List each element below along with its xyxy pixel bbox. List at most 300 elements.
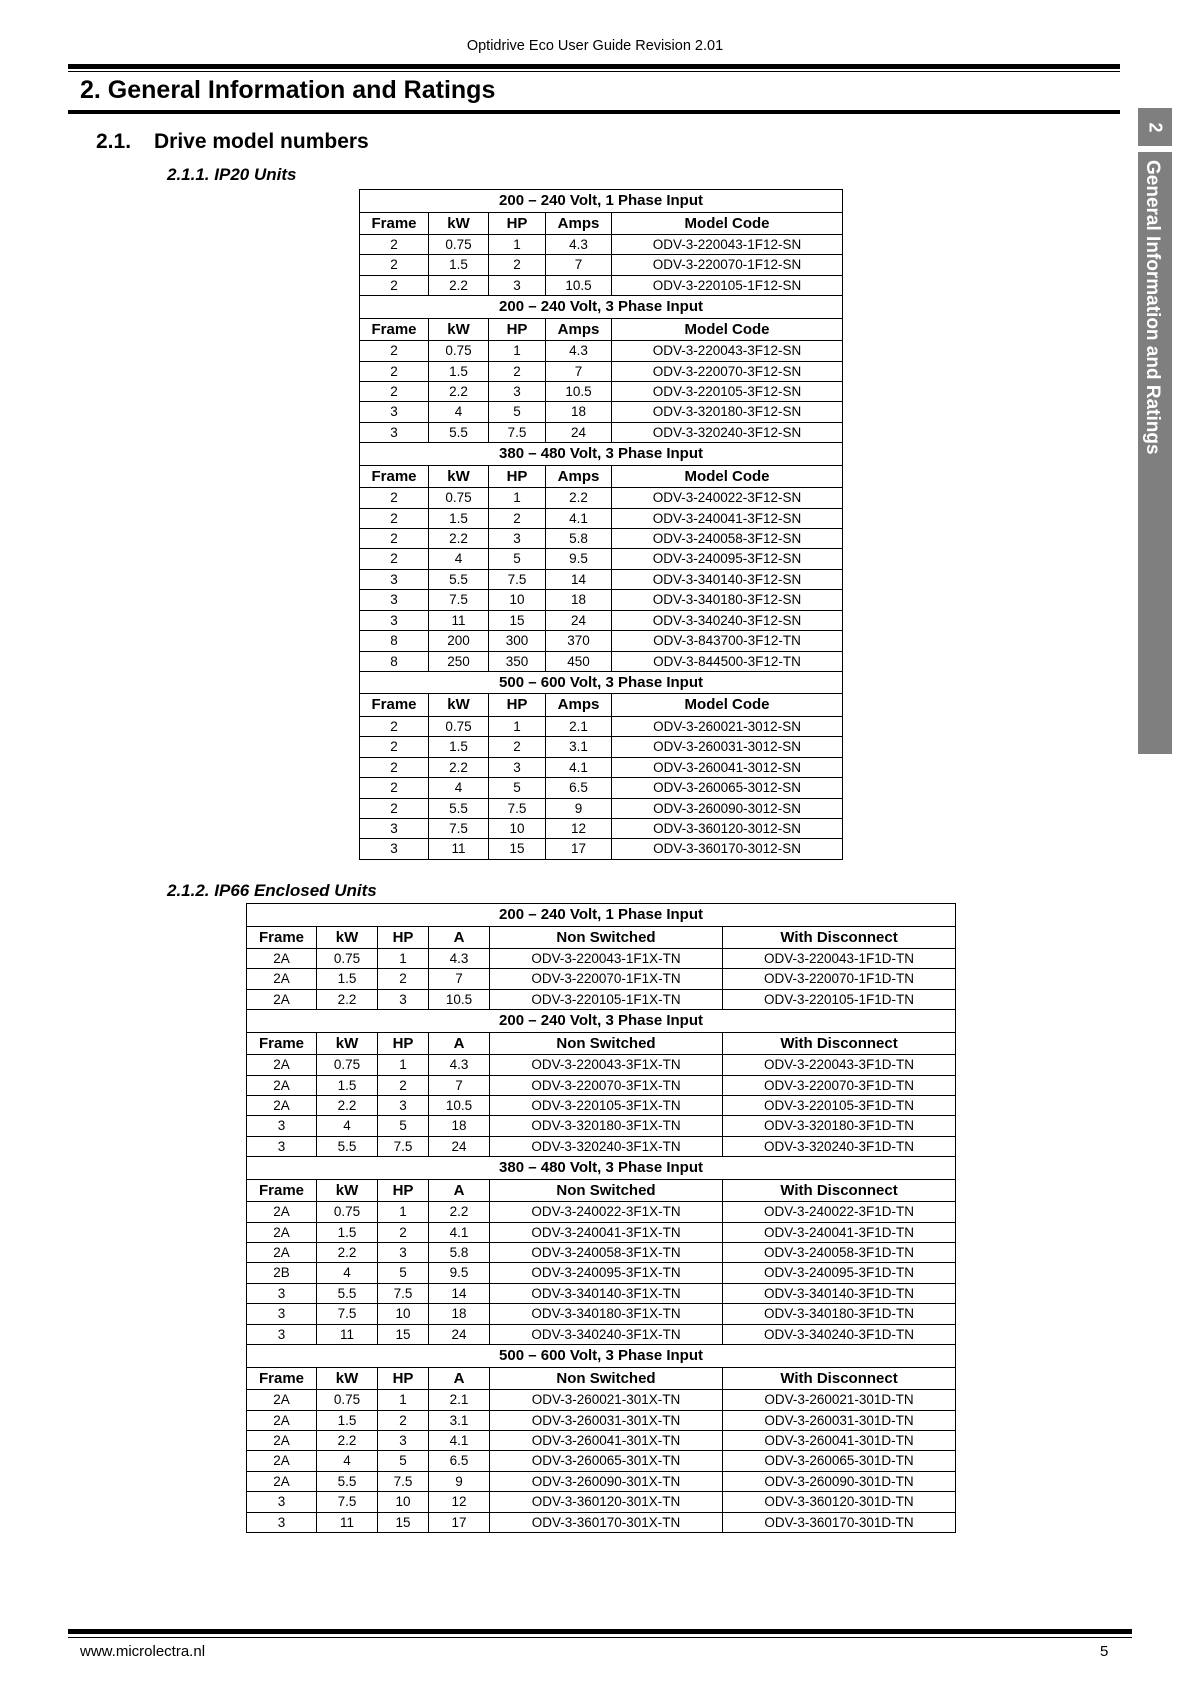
header-rule-thin [68, 71, 1120, 72]
table-cell: ODV-3-340240-3F1X-TN [490, 1324, 723, 1344]
column-header: kW [317, 1179, 378, 1202]
table-cell: ODV-3-260031-3012-SN [612, 737, 843, 757]
table-cell: 4.1 [429, 1430, 490, 1450]
footer-rule [68, 1629, 1132, 1634]
table-cell: 24 [546, 610, 612, 630]
column-header: Model Code [612, 212, 843, 235]
table-cell: 12 [546, 818, 612, 838]
table-cell: 7.5 [489, 422, 546, 442]
table-cell: 3 [360, 590, 429, 610]
table-cell: 4.3 [546, 341, 612, 361]
table-cell: ODV-3-240041-3F1D-TN [723, 1222, 956, 1242]
table-cell: 7.5 [489, 569, 546, 589]
table-cell: 10.5 [546, 382, 612, 402]
table-cell: 7.5 [378, 1471, 429, 1491]
table-row [247, 1430, 956, 1450]
column-header-row [360, 694, 843, 717]
column-header: kW [429, 212, 489, 235]
column-header: kW [317, 1367, 378, 1390]
column-header: Frame [360, 694, 429, 717]
table-cell: 4.3 [429, 949, 490, 969]
table-cell: ODV-3-320240-3F1D-TN [723, 1136, 956, 1156]
table-cell: 1 [378, 1055, 429, 1075]
table-cell: ODV-3-240022-3F1X-TN [490, 1202, 723, 1222]
table-cell: 7 [429, 1075, 490, 1095]
table-row [247, 989, 956, 1009]
table-cell: 2 [360, 549, 429, 569]
column-header: Frame [360, 212, 429, 235]
table-cell: ODV-3-220043-3F12-SN [612, 341, 843, 361]
table-row [247, 969, 956, 989]
table-cell: 3 [360, 610, 429, 630]
table-cell: ODV-3-240058-3F1X-TN [490, 1243, 723, 1263]
table-cell: 12 [429, 1492, 490, 1512]
table-cell: ODV-3-360170-301D-TN [723, 1512, 956, 1532]
column-header: With Disconnect [723, 1179, 956, 1202]
table-row [360, 341, 843, 361]
column-header: HP [378, 1367, 429, 1390]
table-cell: 24 [429, 1136, 490, 1156]
column-header-row [360, 212, 843, 235]
table-cell: 200 [429, 631, 489, 651]
table-row [360, 549, 843, 569]
table-cell: 3 [247, 1283, 317, 1303]
table-row [247, 1075, 956, 1095]
table-cell: 2B [247, 1263, 317, 1283]
running-header: Optidrive Eco User Guide Revision 2.01 [466, 38, 724, 54]
column-header: kW [317, 1032, 378, 1055]
column-header: Frame [247, 1367, 317, 1390]
subsection-number: 2.1. [96, 130, 132, 153]
column-header: kW [429, 318, 489, 341]
section-title-cell: 200 – 240 Volt, 3 Phase Input [247, 1010, 956, 1033]
table-row [360, 235, 843, 255]
table-row [360, 422, 843, 442]
table-cell: 7.5 [489, 798, 546, 818]
side-tab-number [1138, 110, 1172, 144]
table-cell: 5.5 [317, 1283, 378, 1303]
table-cell: 18 [546, 402, 612, 422]
table-cell: 2 [360, 757, 429, 777]
table-cell: 3 [489, 529, 546, 549]
table-cell: ODV-3-220070-3F1X-TN [490, 1075, 723, 1095]
table-row [247, 1410, 956, 1430]
table-row [247, 1304, 956, 1324]
table-cell: 7.5 [378, 1283, 429, 1303]
column-header: HP [489, 465, 546, 488]
table-row [247, 1263, 956, 1283]
table-cell: 1 [378, 1202, 429, 1222]
table-row [247, 1471, 956, 1491]
table-cell: 1 [489, 341, 546, 361]
table-cell: 4 [317, 1451, 378, 1471]
column-header: Model Code [612, 318, 843, 341]
table-cell: 2A [247, 1243, 317, 1263]
table-cell: 0.75 [317, 1055, 378, 1075]
table-row [247, 1451, 956, 1471]
table-cell: ODV-3-240022-3F12-SN [612, 488, 843, 508]
table-cell: ODV-3-340240-3F12-SN [612, 610, 843, 630]
table-cell: 4 [317, 1263, 378, 1283]
table-cell: ODV-3-320180-3F12-SN [612, 402, 843, 422]
table-cell: 3 [489, 382, 546, 402]
table-cell: 7.5 [317, 1304, 378, 1324]
table-cell: 2 [360, 778, 429, 798]
table-cell: 350 [489, 651, 546, 671]
table-cell: ODV-3-340140-3F12-SN [612, 569, 843, 589]
table-cell: 2 [360, 361, 429, 381]
ip66-ratings-table [246, 903, 956, 1533]
table-cell: ODV-3-340180-3F12-SN [612, 590, 843, 610]
table-cell: 1.5 [429, 255, 489, 275]
table-row [360, 839, 843, 859]
table-row [360, 255, 843, 275]
table-cell: ODV-3-320240-3F1X-TN [490, 1136, 723, 1156]
side-tab-title-text: General Information and Ratings [1142, 160, 1163, 455]
column-header: Amps [546, 212, 612, 235]
column-header: A [429, 926, 490, 949]
table-cell: 5.5 [429, 422, 489, 442]
table-cell: 2 [489, 737, 546, 757]
table-cell: 7.5 [378, 1136, 429, 1156]
table-row [360, 631, 843, 651]
table-cell: 3 [378, 1096, 429, 1116]
table-cell: 1 [378, 1390, 429, 1410]
table-row [360, 757, 843, 777]
table-cell: 10.5 [429, 989, 490, 1009]
table-cell: 4 [429, 402, 489, 422]
column-header: Non Switched [490, 1367, 723, 1390]
table-cell: ODV-3-340180-3F1D-TN [723, 1304, 956, 1324]
table-cell: 14 [429, 1283, 490, 1303]
table-cell: 3 [360, 402, 429, 422]
table-cell: 2 [489, 255, 546, 275]
table-cell: ODV-3-240095-3F1D-TN [723, 1263, 956, 1283]
table-cell: 0.75 [317, 949, 378, 969]
table-cell: 24 [429, 1324, 490, 1344]
table-cell: ODV-3-260090-301X-TN [490, 1471, 723, 1491]
table-cell: ODV-3-220105-3F1D-TN [723, 1096, 956, 1116]
table-cell: ODV-3-340140-3F1X-TN [490, 1283, 723, 1303]
column-header: With Disconnect [723, 926, 956, 949]
column-header: HP [378, 1032, 429, 1055]
table-cell: 3 [360, 569, 429, 589]
table-cell: 14 [546, 569, 612, 589]
footer-rule-thin [68, 1637, 1132, 1638]
column-header: With Disconnect [723, 1367, 956, 1390]
ip20-ratings-table [359, 189, 843, 860]
table-cell: 10 [489, 818, 546, 838]
table-cell: ODV-3-260090-3012-SN [612, 798, 843, 818]
section-title-cell: 200 – 240 Volt, 1 Phase Input [247, 904, 956, 927]
section-title-cell: 500 – 600 Volt, 3 Phase Input [247, 1345, 956, 1368]
column-header: HP [489, 694, 546, 717]
table-cell: 11 [429, 839, 489, 859]
table-cell: 1 [489, 716, 546, 736]
table-cell: 2A [247, 949, 317, 969]
table-cell: 9.5 [429, 1263, 490, 1283]
table-cell: 300 [489, 631, 546, 651]
table-cell: 2A [247, 1055, 317, 1075]
table-cell: 3 [247, 1512, 317, 1532]
voltage-section-title [247, 1345, 956, 1368]
table-row [360, 737, 843, 757]
table-cell: 3 [378, 989, 429, 1009]
column-header: kW [429, 465, 489, 488]
section-title-cell: 380 – 480 Volt, 3 Phase Input [360, 443, 843, 466]
table-row [360, 488, 843, 508]
table-cell: 2A [247, 1075, 317, 1095]
table-cell: 15 [378, 1512, 429, 1532]
table-cell: 5.5 [429, 569, 489, 589]
column-header-row [247, 926, 956, 949]
table-cell: 2A [247, 1410, 317, 1430]
table-cell: 4.1 [546, 757, 612, 777]
side-tab-number-text: 2 [1145, 121, 1166, 133]
table-cell: 2.2 [546, 488, 612, 508]
table-row [360, 716, 843, 736]
table-row [247, 1202, 956, 1222]
table-cell: 4 [317, 1116, 378, 1136]
table-row [360, 590, 843, 610]
table-cell: ODV-3-240041-3F12-SN [612, 508, 843, 528]
voltage-section-title [247, 1010, 956, 1033]
voltage-section-title [360, 296, 843, 319]
table-cell: ODV-3-360120-301D-TN [723, 1492, 956, 1512]
table-cell: 7 [546, 361, 612, 381]
table-cell: ODV-3-360120-301X-TN [490, 1492, 723, 1512]
table-cell: ODV-3-220043-1F12-SN [612, 235, 843, 255]
table-cell: 5.5 [429, 798, 489, 818]
ip20-heading: 2.1.1. IP20 Units [167, 165, 297, 184]
column-header: HP [489, 318, 546, 341]
table-cell: 5 [489, 778, 546, 798]
table-cell: 2 [360, 275, 429, 295]
table-cell: 10 [489, 590, 546, 610]
table-cell: 450 [546, 651, 612, 671]
column-header: Non Switched [490, 1179, 723, 1202]
table-cell: 1.5 [429, 361, 489, 381]
table-cell: 5.5 [317, 1136, 378, 1156]
table-cell: ODV-3-220070-3F12-SN [612, 361, 843, 381]
table-cell: 2.2 [317, 989, 378, 1009]
table-cell: 2.2 [429, 1202, 490, 1222]
section-title: 2. General Information and Ratings [80, 76, 496, 104]
table-row [247, 949, 956, 969]
table-cell: 7 [546, 255, 612, 275]
column-header: HP [489, 212, 546, 235]
table-cell: 2.2 [317, 1430, 378, 1450]
table-row [247, 1390, 956, 1410]
table-cell: ODV-3-260021-301D-TN [723, 1390, 956, 1410]
table-cell: 2 [360, 255, 429, 275]
table-cell: 7.5 [317, 1492, 378, 1512]
table-cell: 2.2 [429, 275, 489, 295]
column-header-row [247, 1367, 956, 1390]
table-cell: 2 [378, 969, 429, 989]
header-rule [68, 64, 1120, 69]
table-cell: ODV-3-220105-3F12-SN [612, 382, 843, 402]
table-cell: ODV-3-320180-3F1D-TN [723, 1116, 956, 1136]
column-header: Non Switched [490, 926, 723, 949]
table-cell: 5 [378, 1116, 429, 1136]
column-header: Amps [546, 318, 612, 341]
table-cell: 0.75 [429, 716, 489, 736]
voltage-section-title [360, 190, 843, 213]
table-cell: 6.5 [546, 778, 612, 798]
table-row [360, 778, 843, 798]
side-tab-title [1138, 160, 1172, 750]
table-cell: 9 [546, 798, 612, 818]
table-cell: ODV-3-240095-3F12-SN [612, 549, 843, 569]
table-row [247, 1222, 956, 1242]
section-title-cell: 500 – 600 Volt, 3 Phase Input [360, 671, 843, 694]
table-cell: 10 [378, 1304, 429, 1324]
table-row [360, 275, 843, 295]
section-title-cell: 380 – 480 Volt, 3 Phase Input [247, 1157, 956, 1180]
table-cell: 3 [247, 1136, 317, 1156]
table-cell: 2 [378, 1075, 429, 1095]
table-cell: 2A [247, 1096, 317, 1116]
table-cell: 2 [360, 341, 429, 361]
table-cell: ODV-3-260021-301X-TN [490, 1390, 723, 1410]
table-cell: 2.2 [317, 1243, 378, 1263]
column-header: Frame [360, 318, 429, 341]
table-cell: 2A [247, 1202, 317, 1222]
table-row [247, 1512, 956, 1532]
table-cell: 250 [429, 651, 489, 671]
table-cell: 2.2 [429, 757, 489, 777]
table-cell: 7.5 [429, 590, 489, 610]
column-header: Frame [247, 1032, 317, 1055]
table-row [360, 508, 843, 528]
column-header: Frame [360, 465, 429, 488]
column-header: HP [378, 1179, 429, 1202]
table-cell: 2 [360, 382, 429, 402]
table-cell: 1.5 [429, 737, 489, 757]
table-cell: ODV-3-220105-1F1D-TN [723, 989, 956, 1009]
table-cell: ODV-3-320180-3F1X-TN [490, 1116, 723, 1136]
table-cell: 4.1 [429, 1222, 490, 1242]
section-title-cell: 200 – 240 Volt, 1 Phase Input [360, 190, 843, 213]
table-cell: 10.5 [429, 1096, 490, 1116]
table-cell: 5 [378, 1451, 429, 1471]
table-row [360, 798, 843, 818]
table-cell: ODV-3-220105-3F1X-TN [490, 1096, 723, 1116]
table-cell: 2A [247, 1430, 317, 1450]
table-cell: 2.2 [317, 1096, 378, 1116]
table-cell: ODV-3-240041-3F1X-TN [490, 1222, 723, 1242]
table-row [360, 529, 843, 549]
table-cell: ODV-3-260031-301X-TN [490, 1410, 723, 1430]
table-cell: 15 [489, 839, 546, 859]
table-cell: 9.5 [546, 549, 612, 569]
table-cell: 2 [489, 508, 546, 528]
table-cell: 11 [317, 1512, 378, 1532]
table-row [247, 1492, 956, 1512]
table-cell: ODV-3-240022-3F1D-TN [723, 1202, 956, 1222]
column-header: Frame [247, 926, 317, 949]
table-cell: 8 [360, 631, 429, 651]
table-cell: 2 [489, 361, 546, 381]
table-cell: 0.75 [317, 1202, 378, 1222]
table-cell: 18 [429, 1116, 490, 1136]
table-cell: 1 [489, 488, 546, 508]
table-cell: ODV-3-260031-301D-TN [723, 1410, 956, 1430]
table-cell: 2 [360, 529, 429, 549]
table-cell: ODV-3-260041-301X-TN [490, 1430, 723, 1450]
column-header: Model Code [612, 465, 843, 488]
column-header: HP [378, 926, 429, 949]
column-header: With Disconnect [723, 1032, 956, 1055]
table-cell: ODV-3-220105-1F12-SN [612, 275, 843, 295]
table-cell: 370 [546, 631, 612, 651]
table-cell: ODV-3-240095-3F1X-TN [490, 1263, 723, 1283]
table-cell: 15 [378, 1324, 429, 1344]
table-cell: 10.5 [546, 275, 612, 295]
table-cell: ODV-3-320240-3F12-SN [612, 422, 843, 442]
column-header: kW [429, 694, 489, 717]
table-cell: 1.5 [317, 1410, 378, 1430]
table-cell: 2 [378, 1410, 429, 1430]
table-cell: 5 [489, 549, 546, 569]
table-cell: 17 [546, 839, 612, 859]
table-cell: 10 [378, 1492, 429, 1512]
table-cell: 2A [247, 969, 317, 989]
table-row [247, 1243, 956, 1263]
subsection-title [96, 130, 369, 154]
table-cell: 3.1 [546, 737, 612, 757]
table-cell: 7 [429, 969, 490, 989]
table-cell: ODV-3-220043-1F1D-TN [723, 949, 956, 969]
table-cell: 4.1 [546, 508, 612, 528]
column-header: Non Switched [490, 1032, 723, 1055]
column-header: A [429, 1367, 490, 1390]
table-cell: 11 [317, 1324, 378, 1344]
ip66-heading: 2.1.2. IP66 Enclosed Units [167, 881, 377, 900]
table-cell: 5.5 [317, 1471, 378, 1491]
table-row [360, 382, 843, 402]
table-cell: 6.5 [429, 1451, 490, 1471]
table-cell: ODV-3-220070-3F1D-TN [723, 1075, 956, 1095]
table-cell: 0.75 [429, 235, 489, 255]
column-header-row [360, 318, 843, 341]
table-cell: 5 [378, 1263, 429, 1283]
table-cell: ODV-3-260021-3012-SN [612, 716, 843, 736]
column-header-row [360, 465, 843, 488]
column-header: A [429, 1179, 490, 1202]
footer-website: www.microlectra.nl [80, 1643, 206, 1660]
table-row [360, 651, 843, 671]
voltage-section-title [247, 1157, 956, 1180]
column-header-row [247, 1179, 956, 1202]
table-cell: ODV-3-340140-3F1D-TN [723, 1283, 956, 1303]
table-cell: 17 [429, 1512, 490, 1532]
table-cell: 2.1 [429, 1390, 490, 1410]
table-cell: 1.5 [317, 969, 378, 989]
table-cell: ODV-3-220043-3F1X-TN [490, 1055, 723, 1075]
table-cell: 2 [360, 716, 429, 736]
table-row [247, 1136, 956, 1156]
table-cell: 1 [378, 949, 429, 969]
table-cell: 3 [247, 1324, 317, 1344]
column-header: Frame [247, 1179, 317, 1202]
table-cell: 3 [378, 1243, 429, 1263]
table-cell: 18 [429, 1304, 490, 1324]
voltage-section-title [247, 904, 956, 927]
table-cell: 3 [247, 1116, 317, 1136]
table-cell: 2A [247, 1471, 317, 1491]
